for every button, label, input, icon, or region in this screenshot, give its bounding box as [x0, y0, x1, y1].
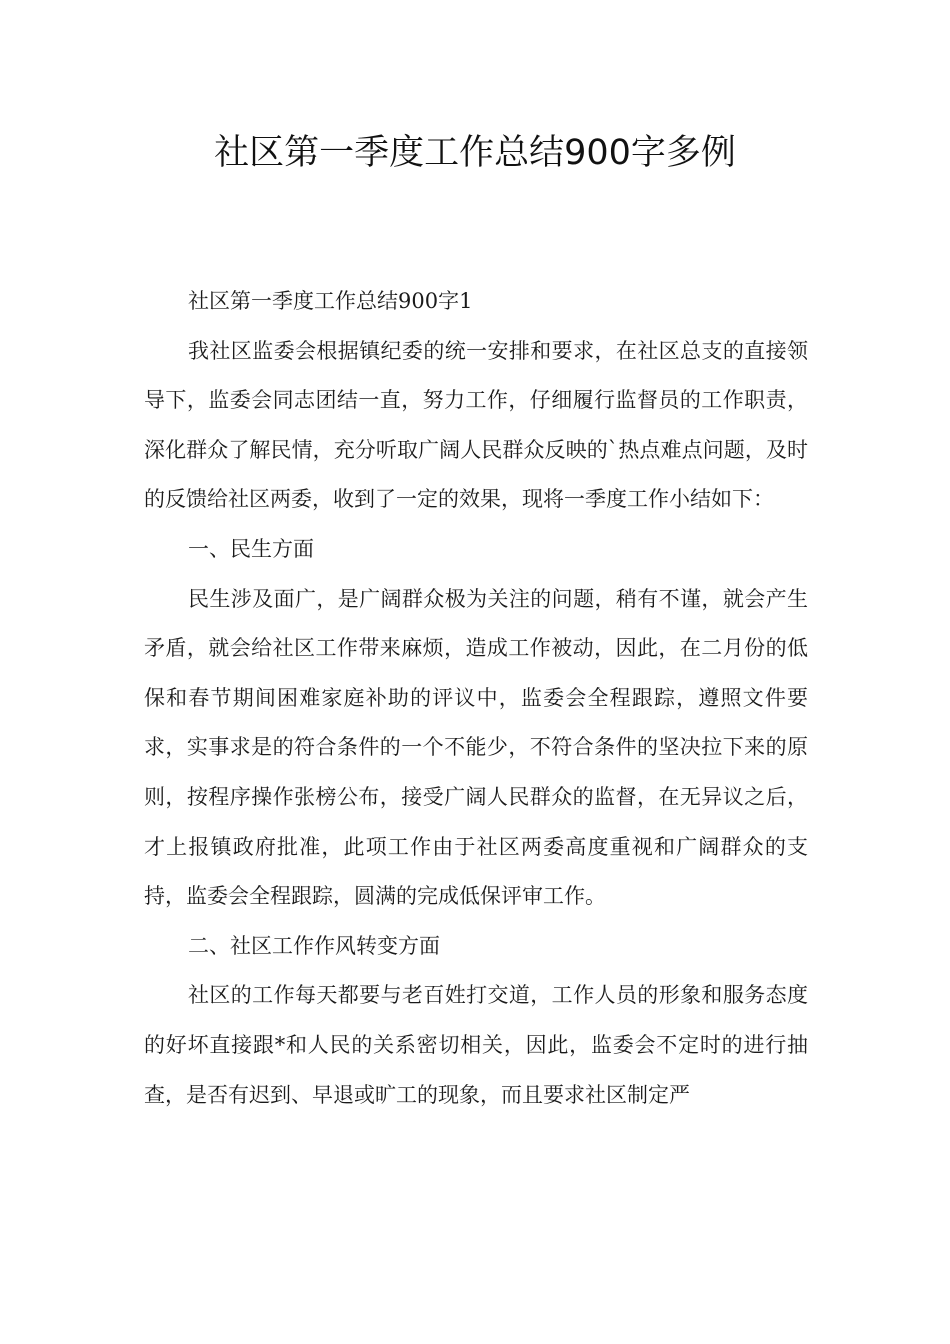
section-heading: 社区第一季度工作总结900字1: [188, 289, 473, 313]
body-paragraph: 民生涉及面广，是广阔群众极为关注的问题，稍有不谨，就会产生矛盾，就会给社区工作带来麻烦，造成工作被动，因此，在二月份的低保和春节期间困难家庭补助的评议中，监委会全程跟踪，遵照文件要求，实事求是的符合条件的一个不能少，不符合条件的坚决拉下来的原则，按程序操作张榜公布，接受广阔人民群众的监督，在无异议之后，才上报镇政府批准，此项工作由于社区两委高度重视和广阔群众的支持，监委会全程跟踪，圆满的完成低保评审工作。: [144, 586, 808, 909]
section-heading: 二、社区工作作风转变方面: [188, 933, 440, 958]
body-paragraph: 社区的工作每天都要与老百姓打交道，工作人员的形象和服务态度的好坏直接跟*和人民的关系密切相关，因此，监委会不定时的进行抽查，是否有迟到、早退或旷工的现象，而且要求社区制定严: [144, 983, 808, 1107]
body-paragraph: 我社区监委会根据镇纪委的统一安排和要求，在社区总支的直接领导下，监委会同志团结一直，努力工作，仔细履行监督员的工作职责，深化群众了解民情，充分听取广阔人民群众反映的`热点难点问题，及时的反馈给社区两委，收到了一定的效果，现将一季度工作小结如下：: [144, 338, 808, 512]
section-heading: 一、民生方面: [188, 536, 314, 561]
document-title: 社区第一季度工作总结900字多例: [214, 133, 736, 173]
document-body: [144, 277, 808, 1120]
